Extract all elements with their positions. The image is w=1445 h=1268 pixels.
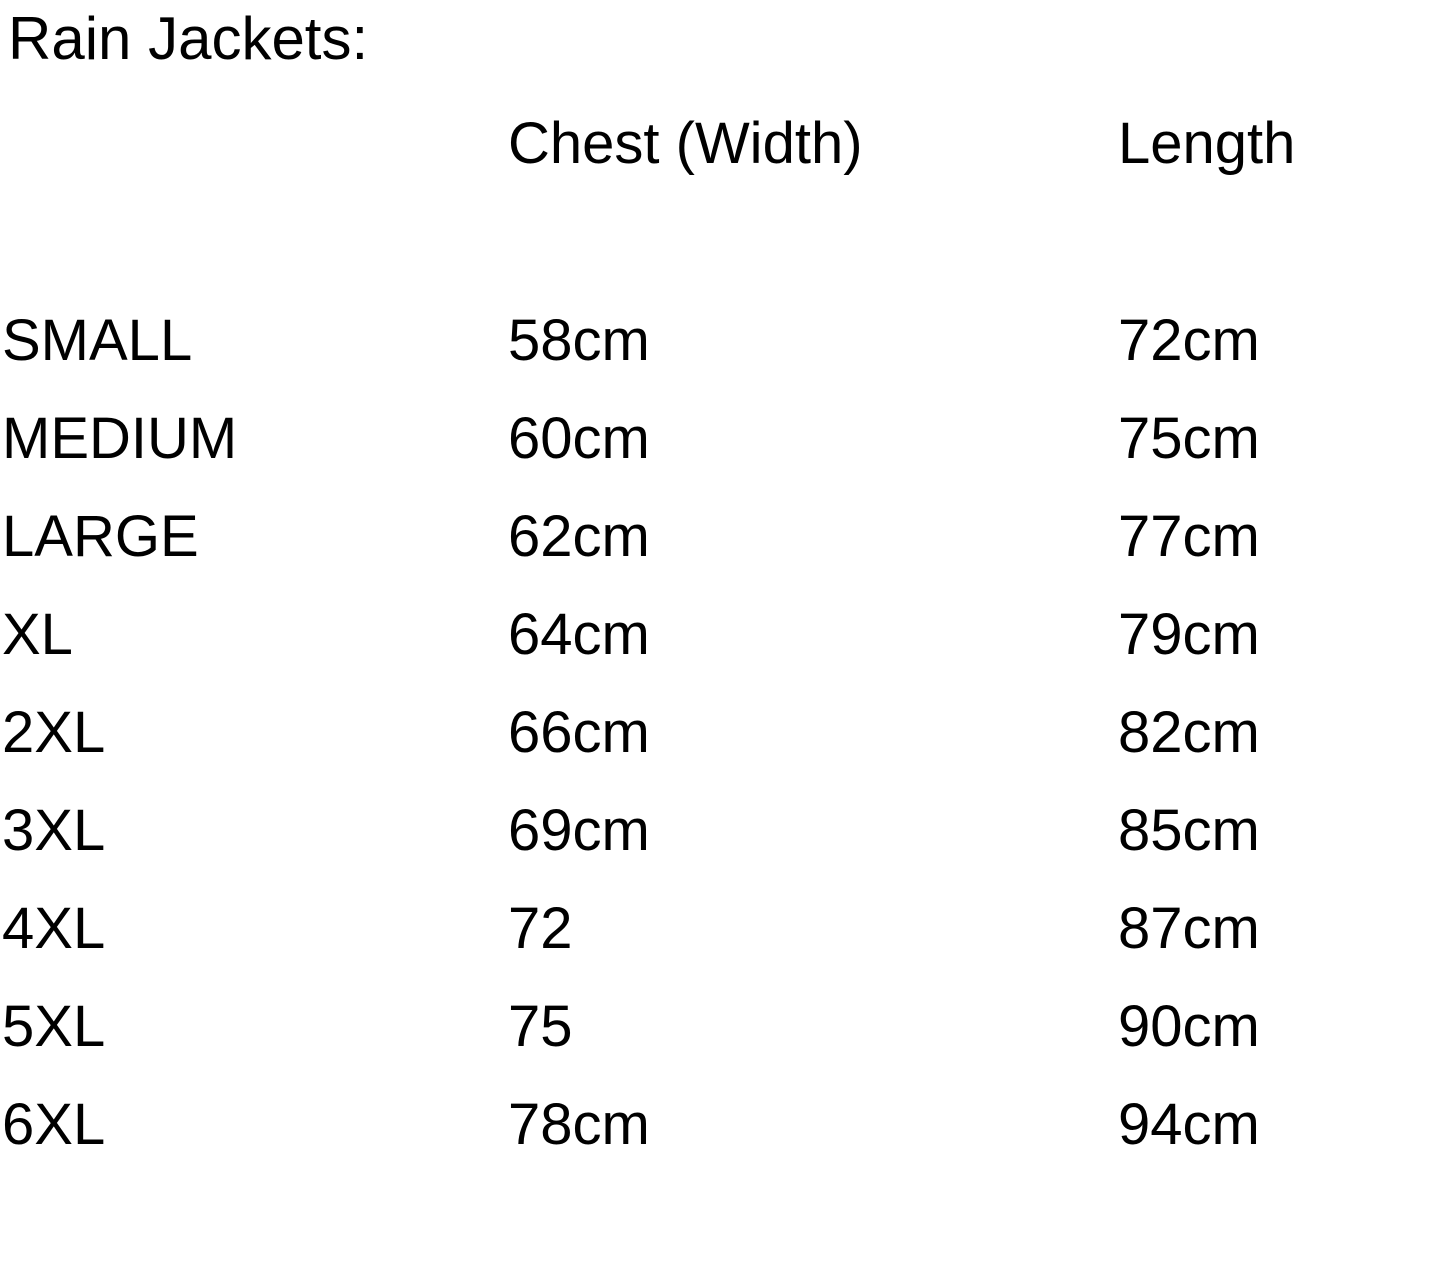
- cell-chest: 75: [508, 994, 573, 1059]
- cell-length: 87cm: [1118, 896, 1260, 961]
- cell-size: SMALL: [2, 308, 193, 373]
- table-header: [0, 96, 1370, 192]
- size-chart-table: [0, 96, 1370, 1174]
- cell-chest: 66cm: [508, 700, 650, 765]
- spacer-cell: [0, 192, 500, 292]
- cell-length: 82cm: [1118, 700, 1260, 765]
- cell-chest: 72: [508, 896, 573, 961]
- cell-size: 2XL: [2, 700, 106, 765]
- column-header-chest: Chest (Width): [508, 111, 863, 176]
- table-body: [0, 192, 1370, 1174]
- cell-size: 5XL: [2, 994, 106, 1059]
- cell-chest: 78cm: [508, 1092, 650, 1157]
- column-header-length: Length: [1118, 111, 1296, 176]
- cell-size: 4XL: [2, 896, 106, 961]
- cell-length: 85cm: [1118, 798, 1260, 863]
- cell-size: MEDIUM: [2, 406, 238, 471]
- table-row: [0, 390, 1370, 488]
- table-header-row: [0, 96, 1370, 192]
- cell-chest: 62cm: [508, 504, 650, 569]
- table-row: [0, 880, 1370, 978]
- table-row: [0, 782, 1370, 880]
- cell-length: 94cm: [1118, 1092, 1260, 1157]
- table-row: [0, 684, 1370, 782]
- cell-length: 75cm: [1118, 406, 1260, 471]
- spacer-cell: [1110, 192, 1370, 292]
- spacer-row: [0, 192, 1370, 292]
- cell-size: LARGE: [2, 504, 199, 569]
- table-row: [0, 292, 1370, 390]
- table-row: [0, 586, 1370, 684]
- cell-size: 3XL: [2, 798, 106, 863]
- page-title: Rain Jackets:: [8, 5, 369, 72]
- cell-chest: 64cm: [508, 602, 650, 667]
- table-row: [0, 488, 1370, 586]
- cell-chest: 69cm: [508, 798, 650, 863]
- cell-size: 6XL: [2, 1092, 106, 1157]
- cell-length: 90cm: [1118, 994, 1260, 1059]
- cell-size: XL: [2, 602, 73, 667]
- table-row: [0, 1076, 1370, 1174]
- cell-length: 79cm: [1118, 602, 1260, 667]
- cell-chest: 58cm: [508, 308, 650, 373]
- cell-length: 72cm: [1118, 308, 1260, 373]
- spacer-cell: [500, 192, 1110, 292]
- table-row: [0, 978, 1370, 1076]
- column-header-size: [0, 96, 500, 192]
- cell-chest: 60cm: [508, 406, 650, 471]
- cell-length: 77cm: [1118, 504, 1260, 569]
